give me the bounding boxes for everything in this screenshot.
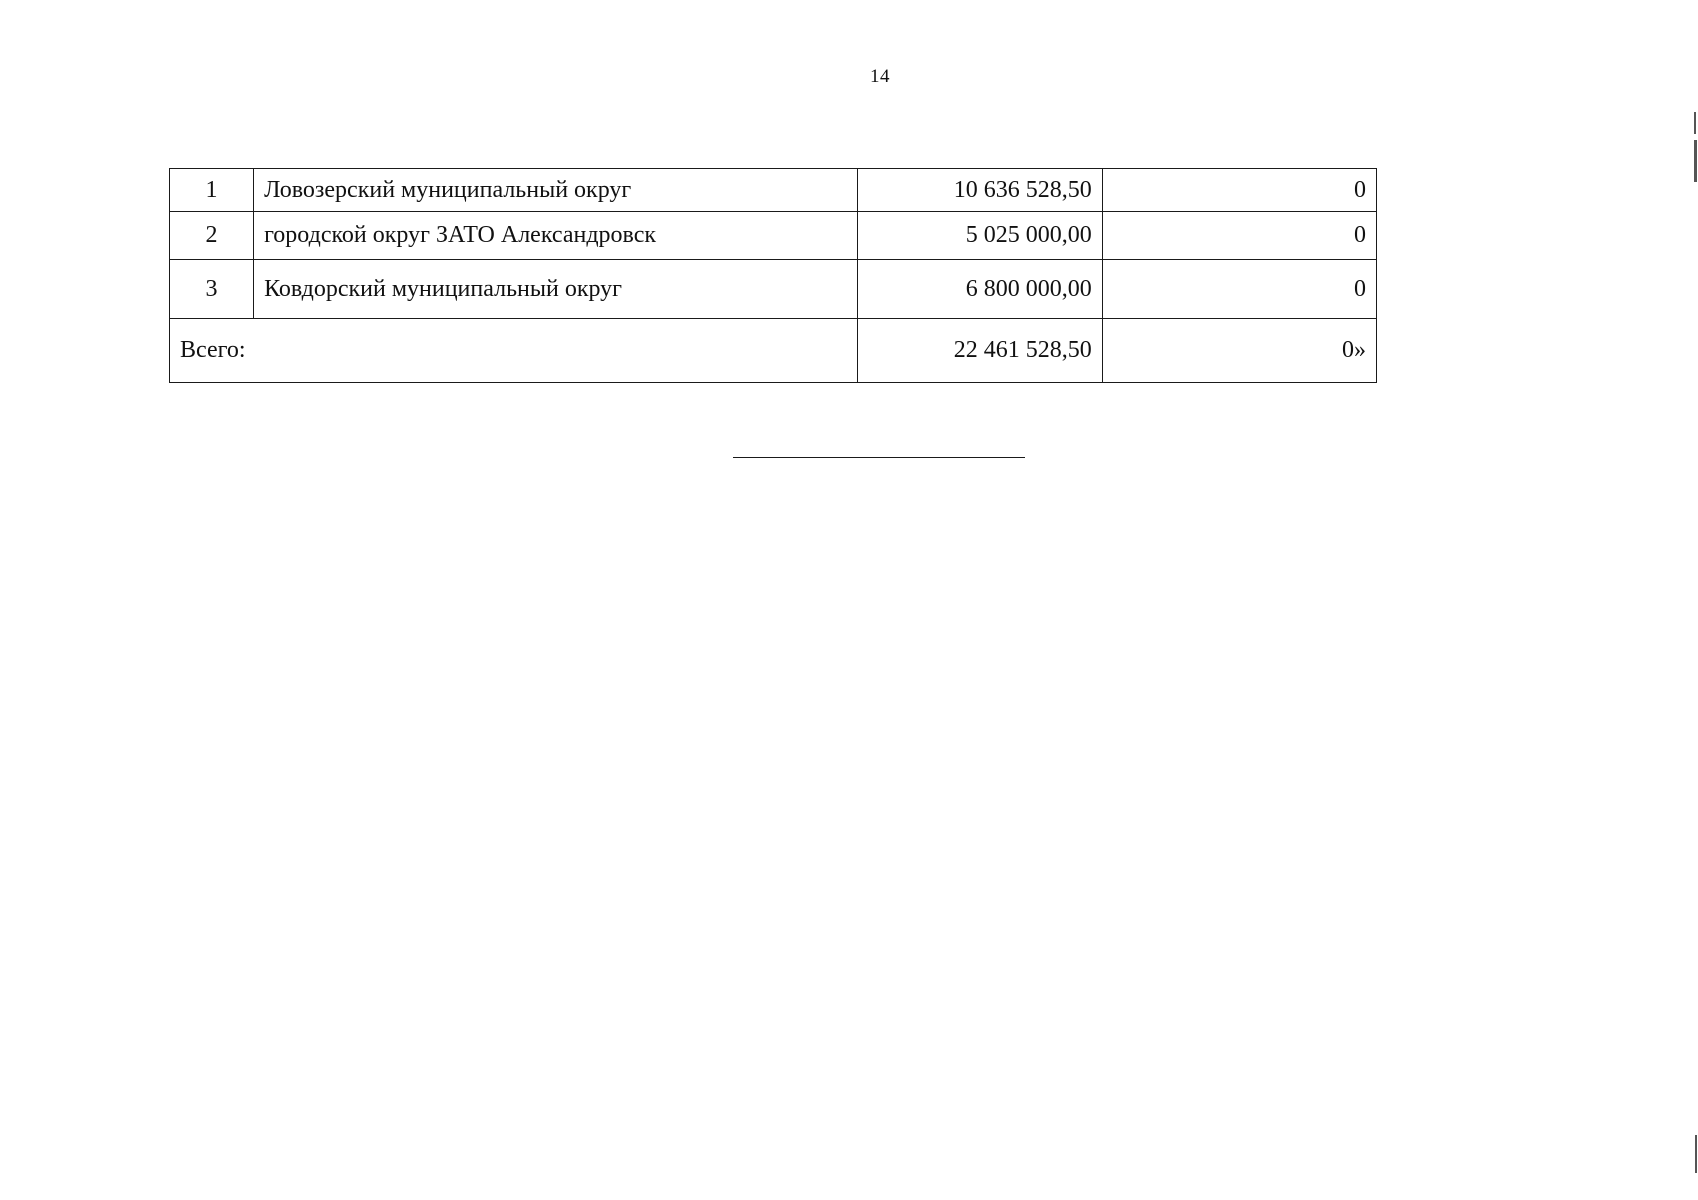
scan-edge-mark [1695,1135,1697,1173]
second-amount-value: 0 [1102,260,1376,319]
second-amount-value: 0 [1102,212,1376,260]
page-number: 14 [870,66,890,87]
scan-edge-mark [1694,112,1696,134]
allocation-table [169,168,1377,383]
amount-value: 5 025 000,00 [857,212,1102,260]
total-amount: 22 461 528,50 [857,319,1102,383]
municipality-name: городской округ ЗАТО Александровск [254,212,858,260]
municipality-name: Ловозерский муниципальный округ [254,169,858,212]
row-index: 3 [170,260,254,319]
end-of-document-line [733,457,1025,458]
total-label: Всего: [170,319,858,383]
scan-edge-mark [1694,140,1697,182]
table-row [170,169,1377,212]
municipality-name: Ковдорский муниципальный округ [254,260,858,319]
amount-value: 6 800 000,00 [857,260,1102,319]
total-second-amount: 0» [1102,319,1376,383]
total-row [170,319,1377,383]
table-row [170,260,1377,319]
amount-value: 10 636 528,50 [857,169,1102,212]
row-index: 1 [170,169,254,212]
table-row [170,212,1377,260]
row-index: 2 [170,212,254,260]
second-amount-value: 0 [1102,169,1376,212]
